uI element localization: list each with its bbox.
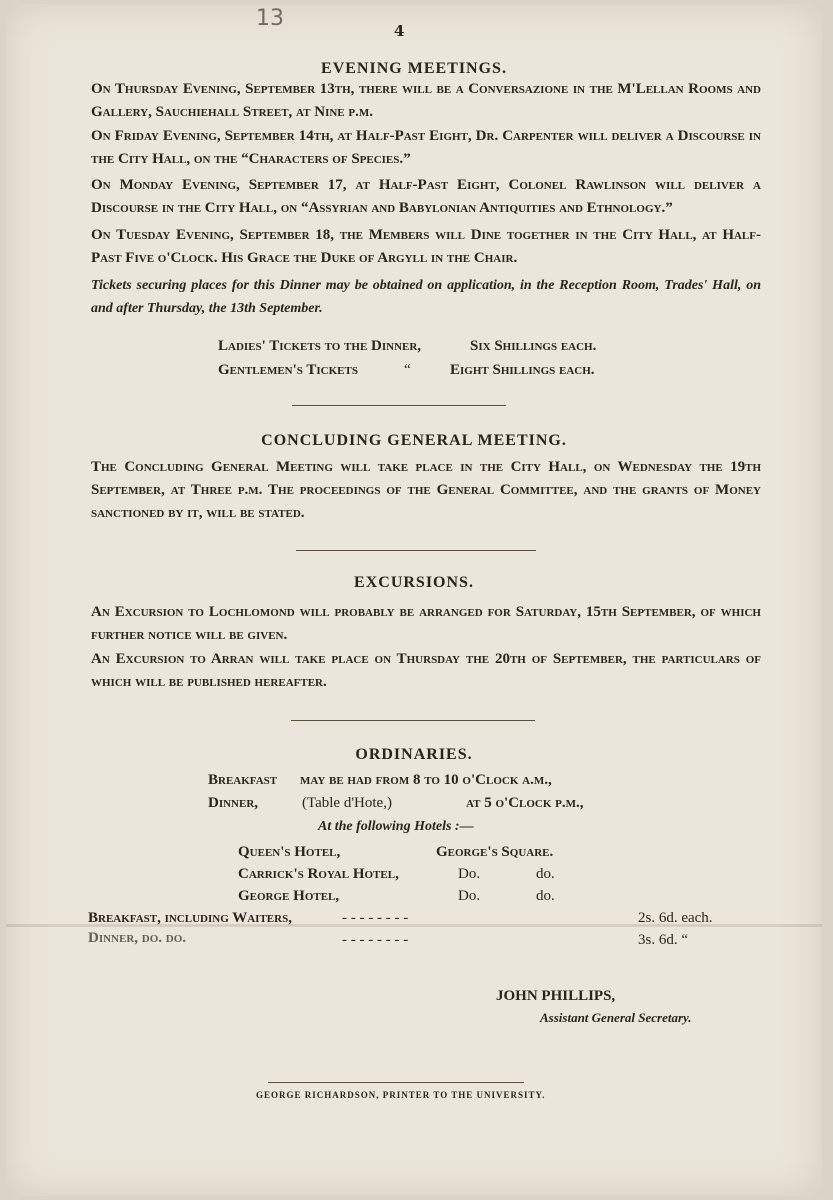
concluding-paragraph: The Concluding General Meeting will take place in the City Hall, on Wednesday the 19th September, at Three p.m. The proceedings of the General Committee, and the grants of Money sanctioned by it, will be stated. [91,459,761,521]
hotel-name-1: Queen's Hotel, [238,844,341,860]
gentlemen-tickets-price: Eight Shillings each. [450,362,595,378]
evening-paragraph-4: On Tuesday Evening, September 18, the Members will Dine together in the City Hall, at Half-Past Five o'Clock. His Grace the Duke of Argyll in the Chair. [91,227,761,266]
ladies-tickets-label: Ladies' Tickets to the Dinner, [218,338,422,354]
excursions-paragraph-1: An Excursion to Lochlomond will probably be arranged for Saturday, 15th September, of which further notice will be given. [91,604,761,643]
ordinaries-heading: ORDINARIES. [355,746,473,763]
tickets-note: Tickets securing places for this Dinner may be obtained on application, in the Reception Room, Trades' Hall, on and after Thursday, the 13th September. [91,278,761,316]
hotel-place-1: George's Square. [436,844,554,860]
evening-paragraph-1: On Thursday Evening, September 13th, there will be a Conversazione in the M'Lellan Rooms and Gallery, Sauchiehall Street, at Nine p.m. [91,81,761,120]
following-hotels-label: At the following Hotels :— [318,819,474,834]
dinner-time: at 5 o'Clock p.m., [466,795,584,811]
evening-paragraph-2: On Friday Evening, September 14th, at Half-Past Eight, Dr. Carpenter will deliver a Discourse in the City Hall, on the “Characters of Species.” [91,128,761,167]
price-row-label-1: Breakfast, including Waiters, [88,910,292,926]
breakfast-hours: may be had from 8 to 10 o'Clock a.m., [300,772,552,788]
price-row-dashes-2: - - - - - - - - [342,932,409,948]
ditto-mark: “ [404,362,411,378]
hotel-name-3: George Hotel, [238,888,340,904]
excursions-paragraph-2: An Excursion to Arran will take place on Thursday the 20th of September, the particulars of which will be published hereafter. [91,651,761,690]
evening-paragraph-3: On Monday Evening, September 17, at Half-Past Eight, Colonel Rawlinson will deliver a Discourse in the City Hall, on “Assyrian and Babylonian Antiquities and Ethnology.” [91,177,761,216]
ladies-tickets-price: Six Shillings each. [470,338,597,354]
divider-3 [291,720,535,721]
concluding-heading: CONCLUDING GENERAL MEETING. [261,432,567,449]
hotel-place-3: Do. [458,888,481,904]
excursions-heading: EXCURSIONS. [354,574,474,591]
hotel-place-2: Do. [458,866,481,882]
printer-footer: GEORGE RICHARDSON, PRINTER TO THE UNIVERSITY. [256,1090,546,1100]
page-number: 4 [394,22,405,40]
hotel-place2-3: do. [536,888,555,904]
hotel-place2-2: do. [536,866,555,882]
handwritten-number: 13 [256,6,284,31]
price-row-price-1: 2s. 6d. each. [638,910,713,926]
price-row-price-2: 3s. 6d. “ [638,932,688,948]
signature-name: JOHN PHILLIPS, [496,988,616,1004]
breakfast-label: Breakfast [208,772,278,788]
price-row-dashes-1: - - - - - - - - [342,910,409,926]
document-page [6,4,822,1196]
gentlemen-tickets-label: Gentlemen's Tickets [218,362,358,378]
dinner-table-dhote: (Table d'Hote,) [302,795,392,811]
price-row-label-2: Dinner, do. do. [88,930,187,946]
divider-1 [292,405,506,406]
footer-divider [268,1082,524,1083]
dinner-label: Dinner, [208,795,259,811]
evening-meetings-heading: EVENING MEETINGS. [321,60,507,77]
divider-2 [296,550,536,551]
signature-title: Assistant General Secretary. [540,1010,692,1025]
hotel-name-2: Carrick's Royal Hotel, [238,866,399,882]
